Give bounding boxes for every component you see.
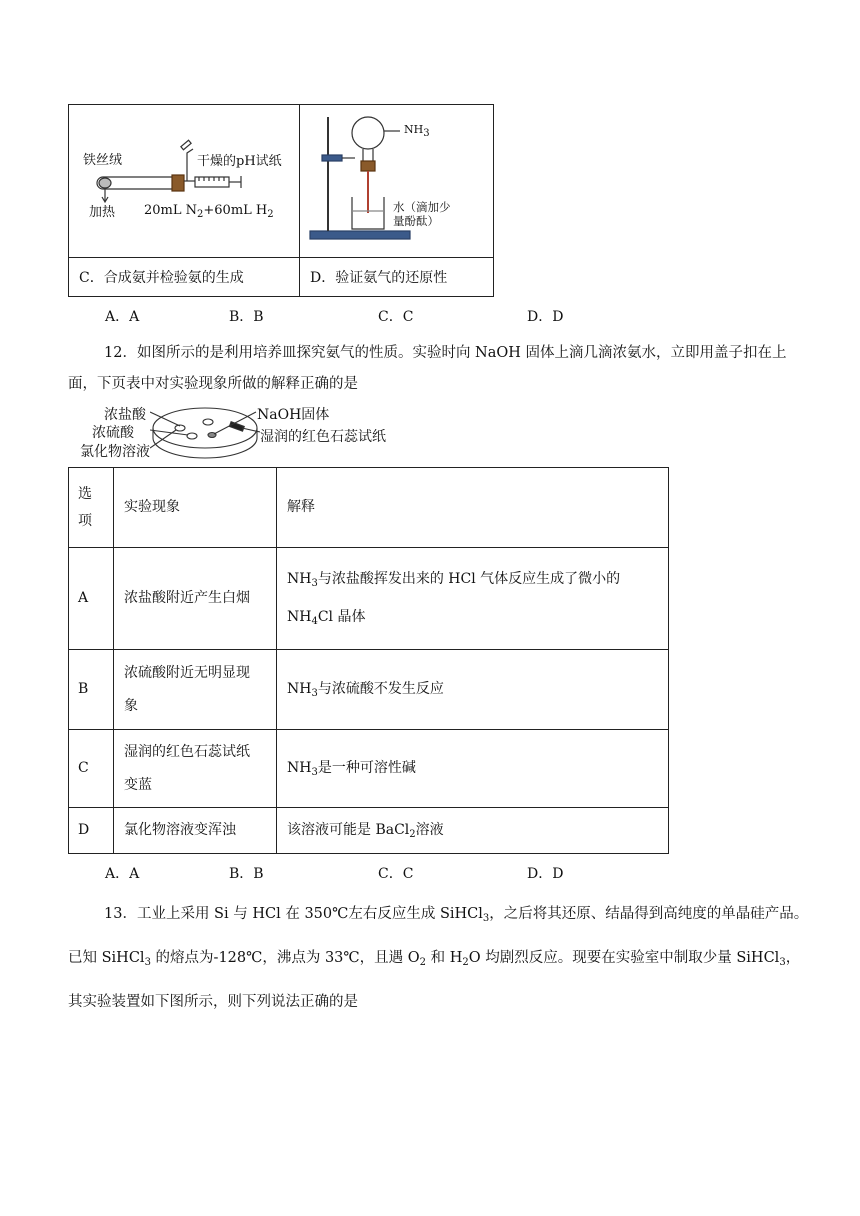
label-water-2: 量酚酞） bbox=[393, 214, 439, 228]
q11-option-c[interactable]: C．C bbox=[378, 309, 414, 325]
q11-option-b[interactable]: B．B bbox=[229, 309, 264, 325]
q11-option-d[interactable]: D．D bbox=[527, 309, 564, 325]
caption-d: D．验证氨气的还原性 bbox=[310, 270, 448, 286]
table-row bbox=[69, 730, 669, 808]
apparatus-table bbox=[68, 104, 494, 297]
q12-stem-line2: 面，下页表中对实验现象所做的解释正确的是 bbox=[68, 376, 358, 392]
header-phenomenon: 实验现象 bbox=[114, 468, 277, 548]
table-row bbox=[69, 650, 669, 730]
table-row bbox=[69, 808, 669, 854]
header-option-1: 选 bbox=[78, 485, 92, 502]
row-c-explanation: $NH_3$是一种可溶性碱 bbox=[277, 730, 669, 808]
row-b-phenomenon: 浓硫酸附近无明显现 象 bbox=[114, 650, 277, 730]
petri-dish-figure bbox=[150, 402, 260, 464]
row-b-option: B bbox=[69, 650, 114, 730]
row-a-phenomenon: 浓盐酸附近产生白烟 bbox=[114, 548, 277, 650]
label-ph-paper: 干燥的pH试纸 bbox=[197, 154, 282, 169]
row-a-explanation: $NH_3$与浓盐酸挥发出来的 HCl 气体反应生成了微小的 $NH_4Cl$ 晶体 bbox=[277, 548, 669, 650]
q12-option-d[interactable]: D．D bbox=[527, 866, 564, 882]
row-c-phenomenon: 湿润的红色石蕊试纸 变蓝 bbox=[114, 730, 277, 808]
label-gas-mixture: 20mL $N_2+60mL$ $H_2$ bbox=[144, 203, 274, 220]
row-d-explanation: 该溶液可能是 BaCl$_2$溶液 bbox=[277, 808, 669, 854]
q13-stem-line3: 其实验装置如下图所示，则下列说法正确的是 bbox=[68, 994, 358, 1010]
q11-options bbox=[0, 306, 860, 326]
header-option-2: 项 bbox=[78, 512, 92, 529]
q13-stem-line1: 13．工业上采用 Si 与 HCl 在 350℃左右反应生成 SiHCl$_3$，之后将其还原、结晶得到高纯度的单晶硅产品。 bbox=[104, 906, 809, 924]
row-b-explanation: $NH_3$与浓硫酸不发生反应 bbox=[277, 650, 669, 730]
table-row bbox=[69, 548, 669, 650]
q12-table bbox=[68, 467, 669, 854]
label-conc-hcl: 浓盐酸 bbox=[104, 407, 146, 423]
q12-option-c[interactable]: C．C bbox=[378, 866, 414, 882]
row-c-option: C bbox=[69, 730, 114, 808]
q12-stem-line1: 12．如图所示的是利用培养皿探究氨气的性质。实验时向 NaOH 固体上滴几滴浓氨水，立即用盖子扣在上 bbox=[104, 345, 787, 361]
row-d-option: D bbox=[69, 808, 114, 854]
label-litmus-paper: 湿润的红色石蕊试纸 bbox=[260, 429, 386, 445]
header-explanation: 解释 bbox=[277, 468, 669, 548]
q12-option-a[interactable]: A．A bbox=[105, 866, 140, 882]
q12-option-b[interactable]: B．B bbox=[229, 866, 264, 882]
label-water-1: 水（滴加少 bbox=[393, 200, 451, 214]
label-chloride-solution: 氯化物溶液 bbox=[80, 444, 150, 460]
row-d-phenomenon: 氯化物溶液变浑浊 bbox=[114, 808, 277, 854]
row-a-option: A bbox=[69, 548, 114, 650]
q11-option-a[interactable]: A．A bbox=[105, 309, 140, 325]
caption-c: C．合成氨并检验氨的生成 bbox=[79, 270, 244, 286]
figure-c-ammonia-synthesis bbox=[69, 105, 299, 257]
figure-d-fountain-experiment bbox=[300, 105, 494, 257]
q12-options bbox=[0, 863, 860, 883]
label-nh3: $NH_3$ bbox=[404, 123, 430, 139]
label-iron-wool: 铁丝绒 bbox=[83, 153, 123, 168]
label-naoh-solid: NaOH固体 bbox=[257, 407, 330, 423]
table-header-row bbox=[69, 468, 669, 548]
q13-stem-line2: 已知 SiHCl$_3$ 的熔点为-128℃，沸点为 33℃，且遇 $O_2$ 和 $H_2O$ 均剧烈反应。现要在实验室中制取少量 SiHCl$_3$， bbox=[68, 950, 801, 968]
label-conc-h2so4: 浓硫酸 bbox=[92, 425, 134, 441]
label-heat: 加热 bbox=[89, 205, 116, 220]
